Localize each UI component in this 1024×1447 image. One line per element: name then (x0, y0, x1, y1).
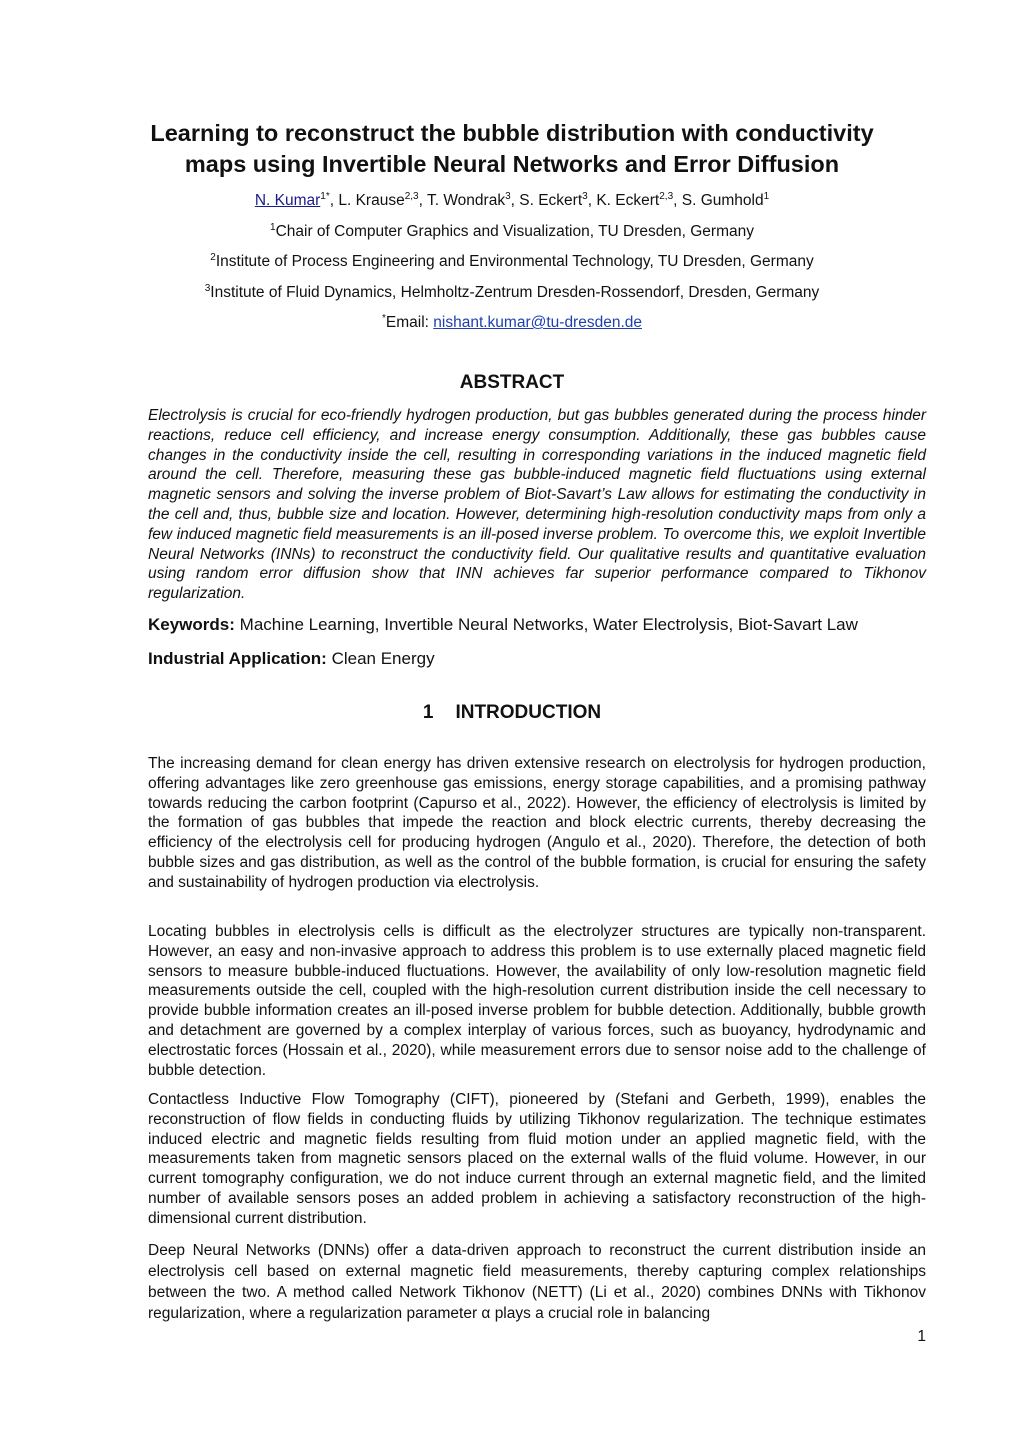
intro-paragraph-3: Contactless Inductive Flow Tomography (CIFT), pioneered by (Stefani and Gerbeth, 1999), enables the reconstruction of flow fields in conducting fluids by utilizing Tikhonov regularization. The technique estimates induced electric and magnetic fields resulting from fluid motion under an applied magnetic field, with the measurements taken from magnetic sensors placed on the external walls of the fluid volume. However, in our current tomography configuration, we do not induce current through an external magnetic field, and the limited number of available sensors poses an added problem in achieving a satisfactory reconstruction of the high-dimensional current distribution. (148, 1091, 926, 1227)
author-name: S. Eckert (519, 192, 583, 209)
author-affil-sup: 1* (320, 190, 330, 202)
email-sup: * (381, 312, 386, 324)
section-number: 1 (422, 702, 434, 723)
author-affil-sup: 3 (505, 190, 511, 202)
affiliation-3 (100, 284, 924, 302)
affiliation-2 (100, 253, 924, 271)
author-affil-sup: 1 (763, 190, 770, 202)
email-label: Email: (385, 314, 434, 331)
intro-paragraph-2: Locating bubbles in electrolysis cells is difficult as the electrolyzer structures are typically non-transparent. However, an easy and non-invasive approach to address this problem is to use externally placed magnetic field sensors to measure bubble-induced fluctuations. However, the availability of only low-resolution magnetic field measurements outside the cell, coupled with the high-resolution current distribution inside the cell necessary to provide bubble information creates an ill-posed inverse problem for bubble detection. Additionally, bubble growth and detachment are governed by a complex interplay of various forces, such as buoyancy, hydrodynamic and electrostatic forces (Hossain et al., 2020), while measurement errors due to sensor noise add to the challenge of bubble detection. (148, 923, 926, 1079)
affiliation-text: Institute of Process Engineering and Environmental Technology, TU Dresden, Germany (215, 253, 814, 270)
industrial-label: Industrial Application: (148, 649, 327, 668)
author-name: K. Eckert (596, 192, 660, 209)
abstract-text: Electrolysis is crucial for eco-friendly hydrogen production, but gas bubbles generated during the process hinder reactions, reduce cell efficiency, and increase energy consumption. Additionally, these gas bubbles cause changes in the conductivity inside the cell, resulting in corresponding variations in the induced magnetic field around the cell. Therefore, measuring these gas bubble-induced magnetic field fluctuations using external magnetic sensors and solving the inverse problem of Biot-Savart’s Law allows for estimating the conductivity in the cell and, thus, bubble size and location. However, determining high-resolution conductivity maps from only a few induced magnetic field measurements is an ill-posed inverse problem. To overcome this, we exploit Invertible Neural Networks (INNs) to reconstruct the conductivity field. Our qualitative results and quantitative evaluation using random error diffusion show that INN achieves far superior performance compared to Tikhonov regularization. (148, 407, 926, 603)
email-link[interactable]: nishant.kumar@tu-dresden.de (433, 314, 643, 331)
author-name[interactable]: N. Kumar (254, 192, 321, 209)
author-affil-sup: 2,3 (404, 190, 419, 202)
author-affil-sup: 2,3 (659, 190, 674, 202)
author-name: T. Wondrak (426, 192, 506, 209)
keywords (148, 615, 938, 635)
contact-email (100, 314, 924, 332)
affiliation-sup: 3 (204, 282, 211, 294)
author-affil-sup: 3 (582, 190, 588, 202)
abstract-heading: ABSTRACT (459, 372, 565, 393)
affiliation-1 (100, 223, 924, 241)
affiliation-sup: 2 (210, 251, 216, 263)
section-heading (0, 702, 1024, 724)
keywords-text: Machine Learning, Invertible Neural Networks, Water Electrolysis, Biot-Savart Law (239, 615, 858, 634)
author-name: S. Gumhold (681, 192, 764, 209)
page-number: 1 (917, 1328, 926, 1345)
affiliation-text: Chair of Computer Graphics and Visualization, TU Dresden, Germany (275, 223, 754, 240)
intro-paragraph-4: Deep Neural Networks (DNNs) offer a data-driven approach to reconstruct the current distribution inside an electrolysis cell based on external magnetic field measurements, thereby capturing complex relationships between the two. A method called Network Tikhonov (NETT) (Li et al., 2020) combines DNNs with Tikhonov regularization, where a regularization parameter α plays a crucial role in balancing (148, 1242, 926, 1322)
paper-title: Learning to reconstruct the bubble distribution with conductivity maps using Invertible Neural Networks and Error Diffusion (150, 120, 874, 177)
affiliation-text: Institute of Fluid Dynamics, Helmholtz-Zentrum Dresden-Rossendorf, Dresden, Germany (210, 284, 820, 301)
intro-paragraph-1: The increasing demand for clean energy has driven extensive research on electrolysis for hydrogen production, offering advantages like zero greenhouse gas emissions, energy storage capabilities, and a promising pathway towards reducing the carbon footprint (Capurso et al., 2022). However, the efficiency of electrolysis is limited by the formation of gas bubbles that impede the reaction and block electric currents, thereby decreasing the efficiency of the electrolysis cell for producing hydrogen (Angulo et al., 2020). Therefore, the detection of both bubble sizes and gas distribution, as well as the control of the bubble formation, is crucial for ensuring the safety and sustainability of hydrogen production via electrolysis. (148, 755, 926, 891)
affiliation-sup: 1 (270, 221, 276, 233)
keywords-label: Keywords: (148, 615, 235, 634)
author-name: L. Krause (338, 192, 405, 209)
industrial-text: Clean Energy (331, 649, 435, 668)
industrial-application (148, 649, 926, 669)
author-list: N. Kumar$^{1*}$, L. Krause$^{2,3}$, T. Wondrak$^3$, S. Eckert$^3$, K. Eckert$^{2,3}$, S. Gumhold$^1$ (254, 190, 770, 209)
section-title: INTRODUCTION (455, 702, 602, 723)
